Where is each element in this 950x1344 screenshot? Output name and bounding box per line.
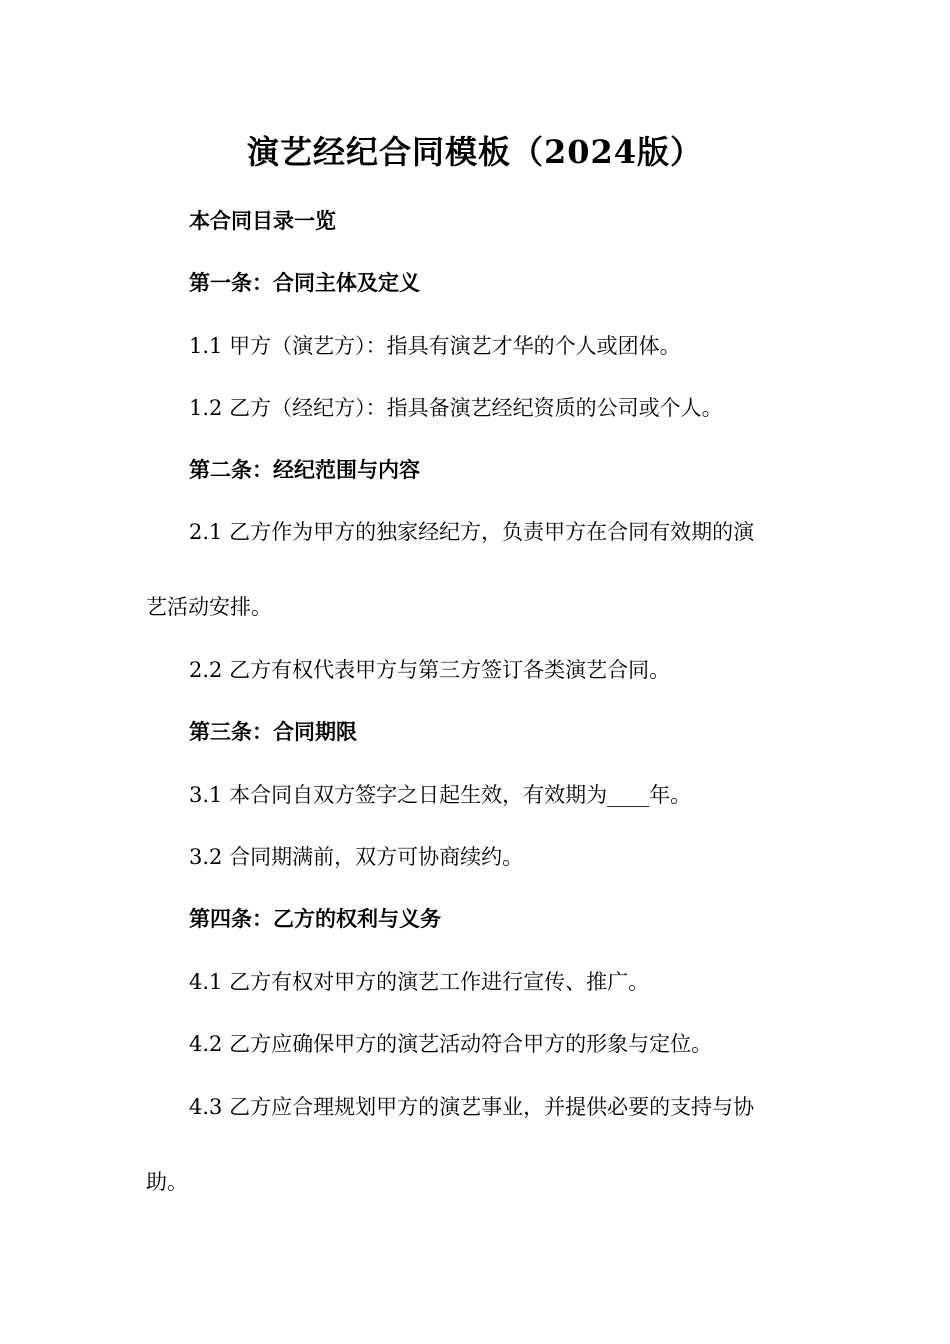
clause-2-1-line-2: 艺活动安排。 xyxy=(146,595,272,619)
clause-4-1: 4.1 乙方有权对甲方的演艺工作进行宣传、推广。 xyxy=(189,970,650,994)
clause-3-2: 3.2 合同期满前，双方可协商续约。 xyxy=(189,845,524,869)
clause-1-1: 1.1 甲方（演艺方）：指具有演艺才华的个人或团体。 xyxy=(189,334,681,358)
clause-1-2: 1.2 乙方（经纪方）：指具备演艺经纪资质的公司或个人。 xyxy=(189,396,723,420)
section-2-heading: 第二条：经纪范围与内容 xyxy=(189,457,420,482)
section-1-heading: 第一条：合同主体及定义 xyxy=(189,270,420,295)
section-4-heading: 第四条：乙方的权利与义务 xyxy=(189,906,441,931)
clause-3-1: 3.1 本合同自双方签字之日起生效，有效期为____年。 xyxy=(189,783,692,807)
clause-4-2: 4.2 乙方应确保甲方的演艺活动符合甲方的形象与定位。 xyxy=(189,1032,713,1056)
document-title: 演艺经纪合同模板（2024版） xyxy=(246,133,704,171)
clause-2-2: 2.2 乙方有权代表甲方与第三方签订各类演艺合同。 xyxy=(189,658,671,682)
clause-4-3-line-1: 4.3 乙方应合理规划甲方的演艺事业，并提供必要的支持与协 xyxy=(189,1095,755,1119)
section-3-heading: 第三条：合同期限 xyxy=(189,719,357,744)
toc-heading: 本合同目录一览 xyxy=(189,208,336,233)
clause-4-3-line-2: 助。 xyxy=(146,1170,188,1194)
clause-2-1-line-1: 2.1 乙方作为甲方的独家经纪方，负责甲方在合同有效期的演 xyxy=(189,520,755,544)
